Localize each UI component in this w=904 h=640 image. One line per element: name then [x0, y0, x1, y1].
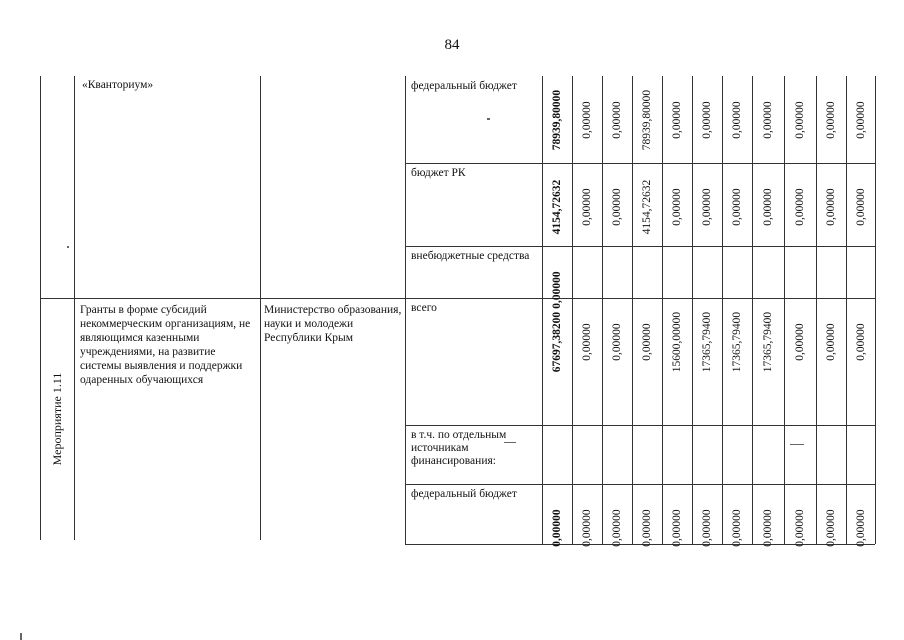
grid-border-vertical [662, 76, 663, 544]
year-value: 0,00000 [794, 101, 806, 139]
item-name: «Кванториум» [82, 79, 154, 91]
year-value: 0,00000 [762, 509, 774, 547]
year-value: 0,00000 [854, 101, 867, 139]
table-border-vertical [40, 76, 41, 540]
funding-source-label: федеральный бюджет [411, 80, 517, 92]
year-value: 0,00000 [641, 509, 653, 547]
table-border-vertical [260, 76, 261, 540]
scan-speck [67, 246, 69, 248]
measure-name: Гранты в форме субсидий некоммерческим организациям, не являющимся казенными учреждениями, на развитие системы выявления и поддержки одаренных обучающихся [80, 304, 251, 386]
year-value: 0,00000 [731, 509, 743, 547]
funding-source-label: всего [411, 302, 437, 314]
year-value: 17365,79400 [701, 311, 713, 373]
grid-border-vertical [692, 76, 693, 544]
page-number: 84 [444, 37, 460, 53]
grid-border-vertical [846, 76, 847, 544]
table-border-horizontal [405, 484, 875, 485]
year-value: 0,00000 [611, 509, 623, 547]
scan-speck [487, 118, 490, 120]
grid-border-vertical [722, 76, 723, 544]
measure-label: Мероприятие 1.11 [50, 372, 64, 466]
year-value: 0,00000 [611, 101, 623, 139]
year-value: 0,00000 [701, 509, 713, 547]
year-value: 0,00000 [825, 323, 837, 361]
grid-border-vertical [752, 76, 753, 544]
grid-border-vertical [816, 76, 817, 544]
funding-source-label: бюджет РК [411, 167, 466, 179]
table-border-vertical [74, 76, 75, 540]
table-border-horizontal [405, 163, 875, 164]
funding-source-label: федеральный бюджет [411, 488, 517, 500]
total-value: 0,00000 [551, 271, 563, 309]
year-value: 15600,00000 [671, 311, 683, 373]
year-value: 0,00000 [581, 188, 593, 226]
grid-border-vertical [542, 76, 543, 544]
year-value: 0,00000 [825, 101, 837, 139]
scan-speck [20, 633, 22, 640]
year-value: 0,00000 [671, 509, 683, 547]
year-value: 0,00000 [701, 101, 713, 139]
year-value: 0,00000 [825, 509, 837, 547]
year-value: 0,00000 [611, 323, 623, 361]
year-value: 78939,80000 [641, 89, 653, 151]
table-border-vertical [405, 76, 406, 544]
year-value: 0,00000 [581, 509, 593, 547]
year-value: 0,00000 [762, 188, 774, 226]
year-value: 0,00000 [854, 323, 867, 361]
year-value: 0,00000 [611, 188, 623, 226]
total-value: 4154,72632 [551, 179, 563, 235]
year-value: 0,00000 [641, 323, 653, 361]
measure-executor: Министерство образования, науки и молодежи Республики Крым [264, 304, 402, 344]
total-value: 78939,80000 [551, 89, 563, 151]
total-value: 0,00000 [551, 509, 563, 547]
year-value: 0,00000 [731, 101, 743, 139]
year-value: 0,00000 [701, 188, 713, 226]
year-value: 0,00000 [854, 188, 867, 226]
year-value: 0,00000 [581, 323, 593, 361]
grid-border-vertical [632, 76, 633, 544]
funding-source-label: внебюджетные средства [411, 250, 530, 262]
grid-border-vertical [602, 76, 603, 544]
table-border-horizontal [405, 425, 875, 426]
year-value: 17365,79400 [762, 311, 774, 373]
grid-border-vertical [875, 76, 876, 544]
year-value: 0,00000 [794, 509, 806, 547]
year-value: 0,00000 [762, 101, 774, 139]
year-value: 0,00000 [671, 188, 683, 226]
grid-border-vertical [784, 76, 785, 544]
table-border-horizontal [40, 298, 875, 299]
grid-border-vertical [572, 76, 573, 544]
year-value: 0,00000 [581, 101, 593, 139]
year-value: 4154,72632 [641, 179, 653, 235]
total-value: 67697,38200 [551, 311, 563, 373]
year-value: 17365,79400 [731, 311, 743, 373]
funding-source-label: в т.ч. по отдельным источникам финансирования: [411, 429, 507, 467]
year-value: 0,00000 [731, 188, 743, 226]
year-value: 0,00000 [825, 188, 837, 226]
year-value: 0,00000 [794, 323, 806, 361]
year-value: 0,00000 [794, 188, 806, 226]
year-value: 0,00000 [671, 101, 683, 139]
year-value: 0,00000 [854, 509, 867, 547]
scan-speck [790, 444, 804, 445]
scan-speck [504, 442, 516, 443]
